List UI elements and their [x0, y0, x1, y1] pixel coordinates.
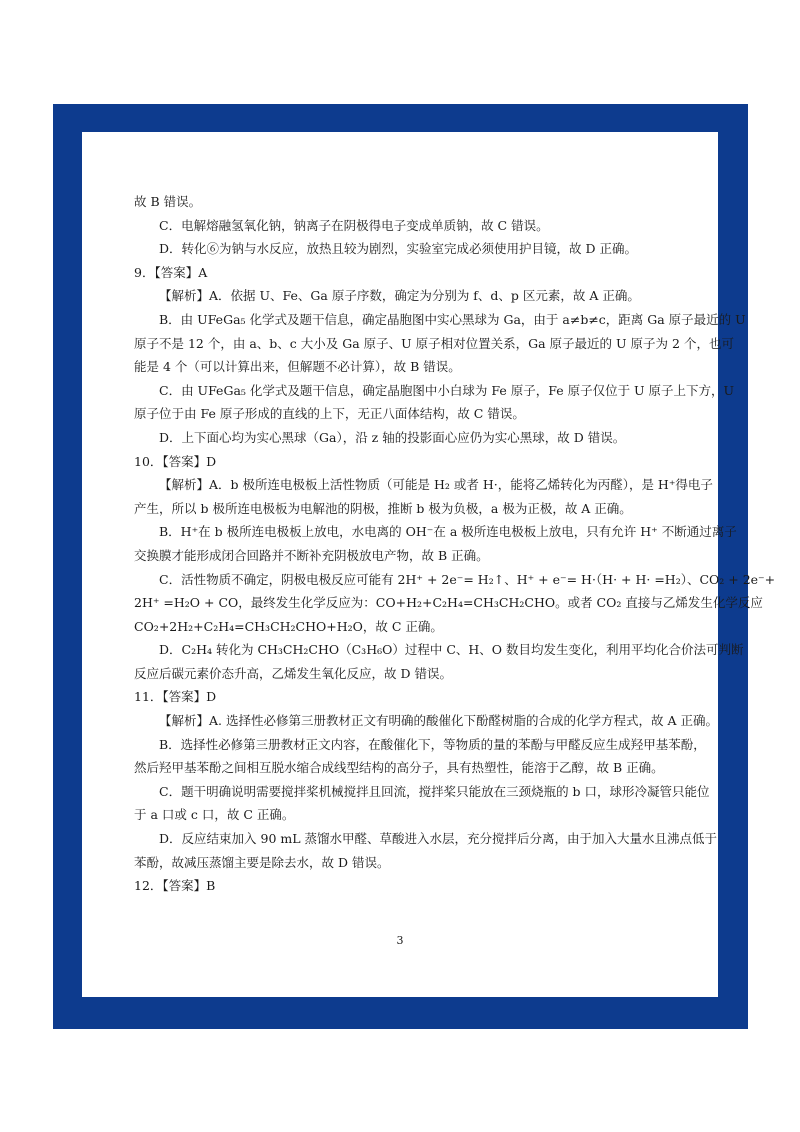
document-page	[82, 132, 776, 997]
page-number: 3	[396, 934, 404, 947]
text-line: 【解析】A．b 极所连电极板上活性物质（可能是 H₂ 或者 H·，能将乙烯转化为丙醛），是 H⁺得电子	[159, 477, 713, 493]
text-line: D．反应结束加入 90 mL 蒸馏水甲醛、草酸进入水层，充分搅拌后分离，由于加入大量水且沸点低于	[159, 831, 718, 847]
text-line: 故 B 错误。	[134, 194, 202, 209]
text-line: B．由 UFeGa₅ 化学式及题干信息，确定晶胞图中实心黑球为 Ga，由于 a≠b≠c，距离 Ga 原子最近的 U	[159, 311, 746, 327]
text-line: B．H⁺在 b 极所连电极板上放电，水电离的 OH⁻在 a 极所连电极板上放电，只有允许 H⁺ 不断通过离子	[159, 524, 737, 540]
text-line: 然后羟甲基苯酚之间相互脱水缩合成线型结构的高分子，具有热塑性，能溶于乙醇，故 B 正确。	[134, 760, 664, 776]
text-line: 苯酚，故减压蒸馏主要是除去水，故 D 错误。	[134, 854, 390, 870]
text-line: C．由 UFeGa₅ 化学式及题干信息，确定晶胞图中小白球为 Fe 原子，Fe 原子仅位于 U 原子上下方，U	[159, 382, 735, 398]
text-line: 2H⁺ =H₂O + CO，最终发生化学反应为：CO+H₂+C₂H₄=CH₃CH₂CHO。或者 CO₂ 直接与乙烯发生化学反应	[134, 595, 763, 611]
text-line: 于 a 口或 c 口，故 C 正确。	[134, 807, 295, 823]
text-line: 12．【答案】B	[134, 878, 216, 894]
text-line: B．选择性必修第三册教材正文内容，在酸催化下，等物质的量的苯酚与甲醛反应生成羟甲基苯酚，	[159, 736, 706, 752]
text-line: 【解析】A. 选择性必修第三册教材正文有明确的酸催化下酚醛树脂的合成的化学方程式，故 A 正确。	[159, 713, 718, 729]
text-line: 反应后碳元素价态升高，乙烯发生氧化反应，故 D 错误。	[134, 665, 452, 681]
text-line: D．上下面心均为实心黑球（Ga），沿 z 轴的投影面心应仍为实心黑球，故 D 错误。	[159, 429, 626, 445]
text-line: D．转化⑥为钠与水反应，放热且较为剧烈，实验室完成必须使用护目镜，故 D 正确。	[159, 241, 637, 257]
text-line: CO₂+2H₂+C₂H₄=CH₃CH₂CHO+H₂O，故 C 正确。	[134, 618, 443, 634]
text-line: 10．【答案】D	[134, 453, 217, 469]
text-line: C．电解熔融氢氧化钠，钠离子在阴极得电子变成单质钠，故 C 错误。	[159, 217, 549, 233]
text-line: C．题干明确说明需要搅拌桨机械搅拌且回流，搅拌桨只能放在三颈烧瓶的 b 口，球形冷凝管只能位	[159, 783, 710, 799]
text-line: D．C₂H₄ 转化为 CH₃CH₂CHO（C₃H₆O）过程中 C、H、O 数目均发生变化，利用平均化合价法可判断	[159, 642, 744, 658]
text-line: 原子不是 12 个，由 a、b、c 大小及 Ga 原子、U 原子相对位置关系，Ga 原子最近的 U 原子为 2 个，也可	[134, 335, 734, 351]
text-line: 【解析】A．依据 U、Fe、Ga 原子序数，确定为分别为 f、d、p 区元素，故 A 正确。	[159, 288, 640, 304]
text-line: 11．【答案】D	[134, 689, 217, 705]
text-line: 交换膜才能形成闭合回路并不断补充阴极放电产物，故 B 正确。	[134, 547, 489, 563]
document-body	[134, 190, 776, 898]
text-line: 原子位于由 Fe 原子形成的直线的上下，无正八面体结构，故 C 错误。	[134, 406, 525, 422]
text-line: 9．【答案】A	[134, 264, 208, 280]
text-line: 产生，所以 b 极所连电极板为电解池的阴极，推断 b 极为负极，a 极为正极，故 A 正确。	[134, 500, 632, 516]
text-line: C．活性物质不确定，阴极电极反应可能有 2H⁺ + 2e⁻= H₂↑、H⁺ + e⁻= H·（H· + H· =H₂）、CO₂ + 2e⁻+	[159, 571, 776, 587]
text-line: 能是 4 个（可以计算出来，但解题不必计算），故 B 错误。	[134, 359, 461, 375]
